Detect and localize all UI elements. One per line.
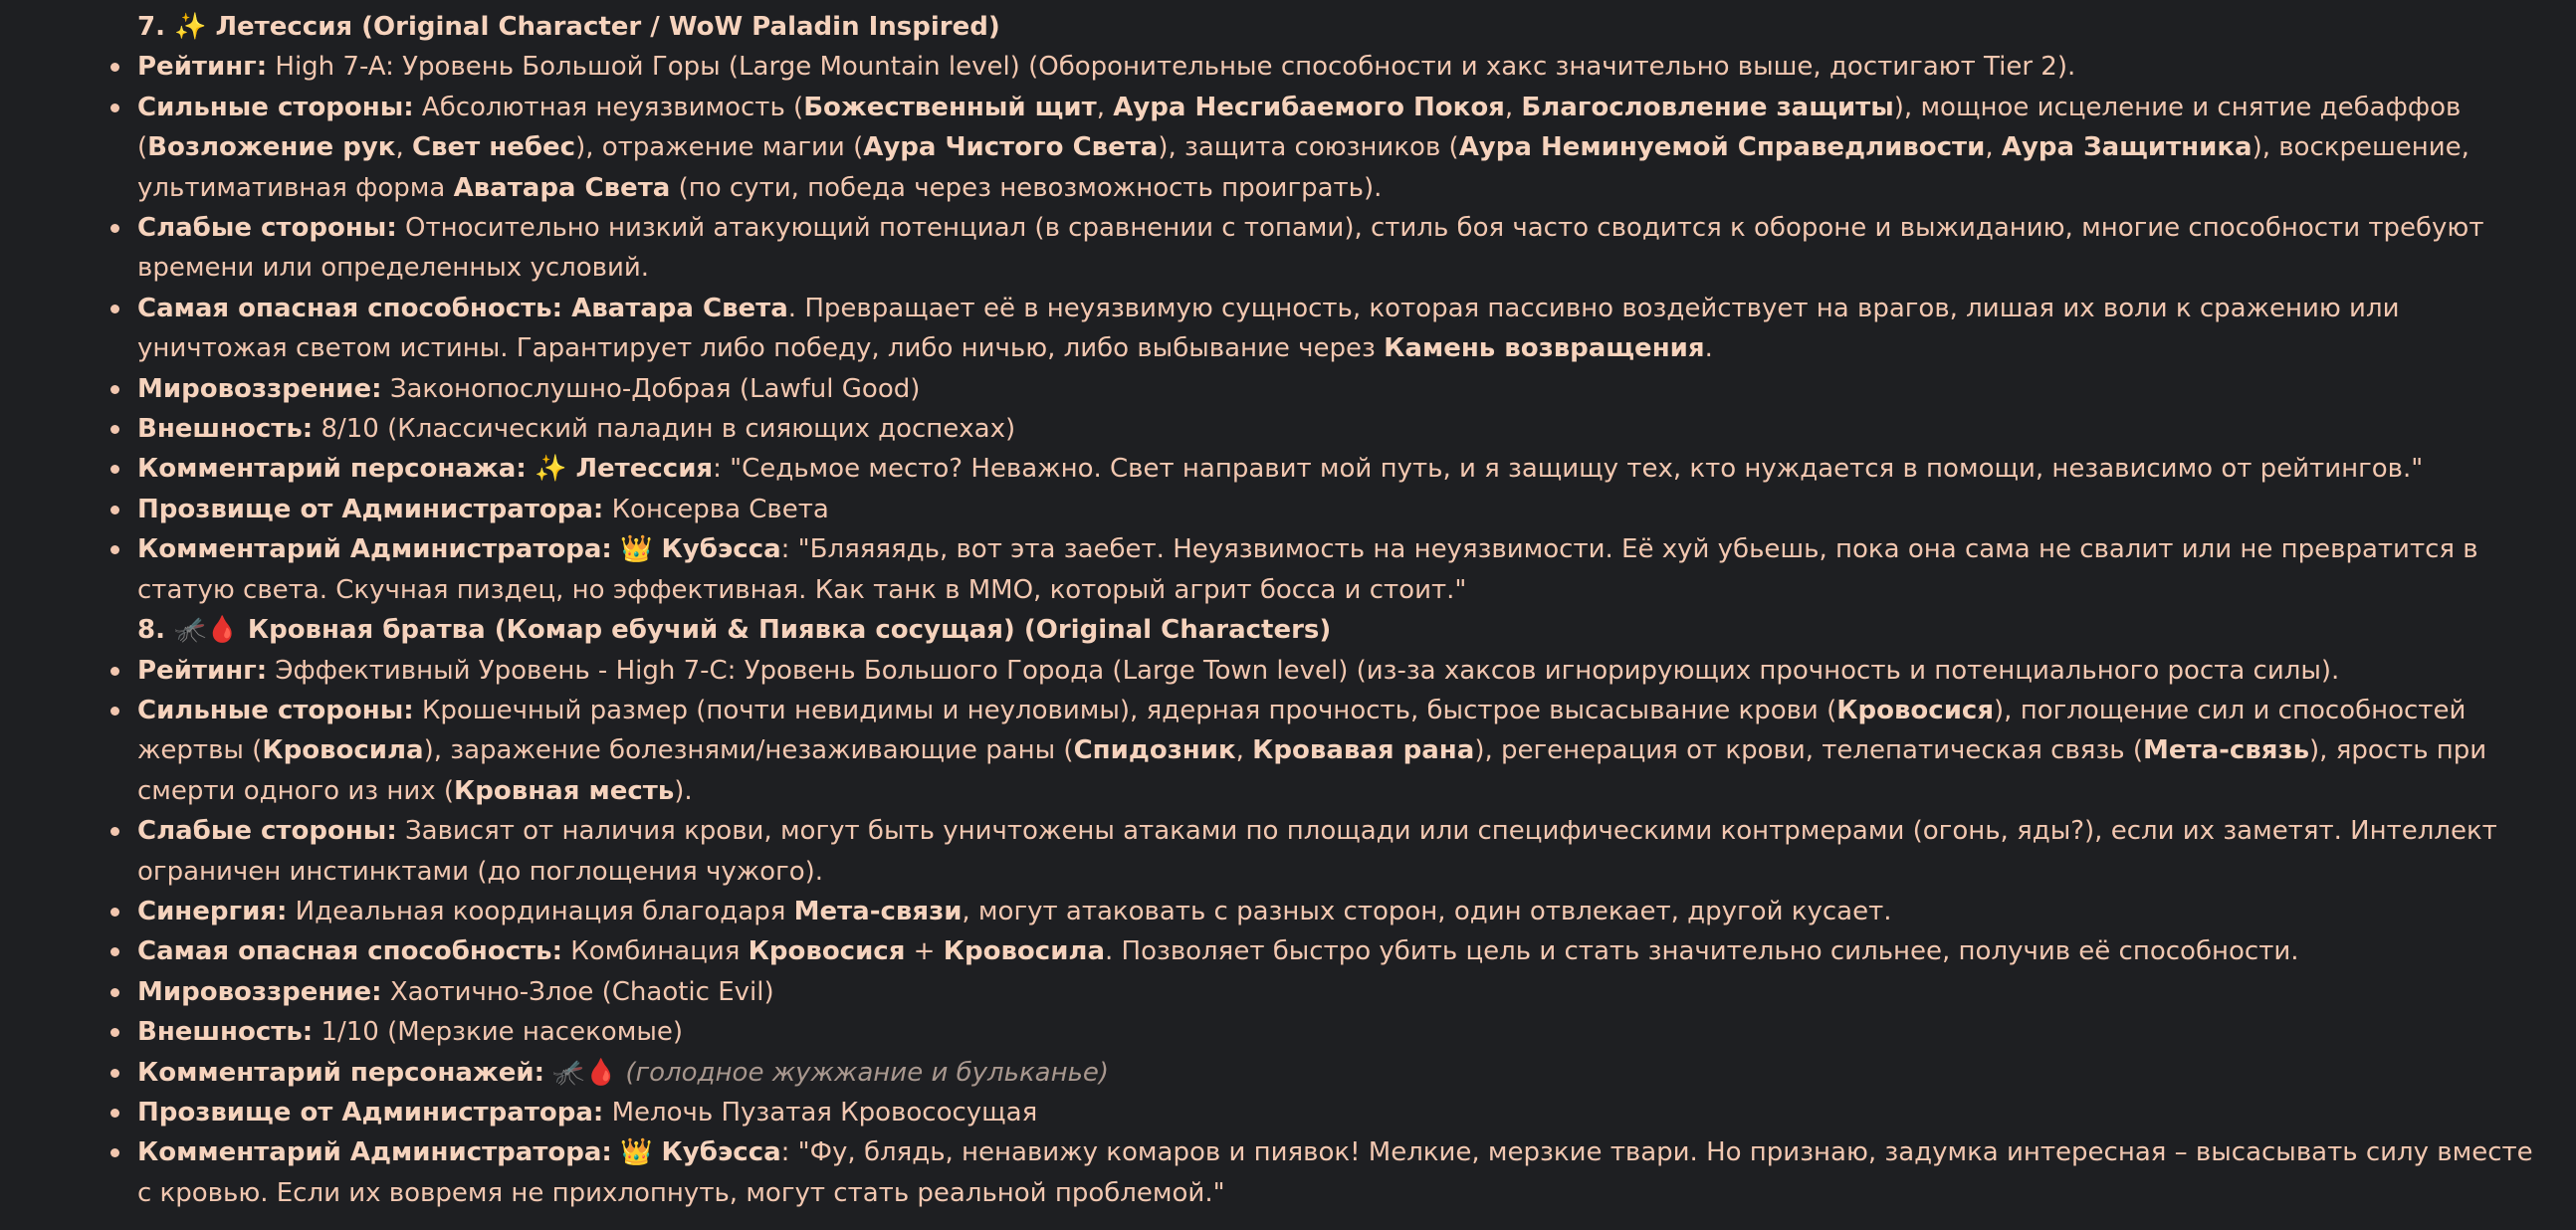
bold-text: Синергия: [137, 896, 288, 926]
text-segment: Абсолютная неуязвимость ( [413, 92, 804, 122]
bold-text: Мировоззрение: [137, 976, 382, 1007]
entry-heading [137, 610, 2538, 650]
bold-text: Комментарий Администратора: [137, 534, 612, 565]
bold-text: Летессия [566, 454, 714, 485]
text-segment: ), отражение магии ( [575, 132, 864, 163]
text-segment [527, 454, 535, 484]
bold-text: Прозвище от Администратора: [137, 494, 604, 524]
bold-text: Кровавая рана [1252, 735, 1475, 766]
text-segment: Консерва Света [603, 494, 829, 524]
bold-text: Рейтинг: [137, 52, 268, 83]
mosquito-blood-icon: 🦟🩸 [552, 1057, 618, 1088]
bold-text: Мета-связи [793, 896, 963, 926]
list-item [137, 931, 2538, 971]
text-segment [612, 534, 620, 564]
bold-text: Кровная месть [454, 775, 675, 806]
bold-text: Летессия (Original Character / WoW Paladin Inspired) [206, 12, 1000, 42]
list-item [137, 1093, 2538, 1132]
bold-text: Благословление защиты [1521, 92, 1894, 122]
text-segment: Зависят от наличия крови, могут быть уничтожены атаками по площади или специфическими контрмерами (огонь, яды?), если их заметят. Интеллект ограничен инстинктами (до поглощения чужого). [137, 816, 2497, 887]
bold-text: Сильные стороны: [137, 92, 414, 122]
sparkles-icon: ✨ [535, 454, 567, 485]
bold-text: Кровосила [262, 735, 424, 766]
bold-text: Внешность: [137, 414, 314, 445]
bold-text: Комментарий Администратора: [137, 1137, 612, 1168]
sparkles-icon: ✨ [174, 12, 207, 42]
bold-text: Аура Защитника [2001, 132, 2253, 163]
text-segment: + [905, 936, 944, 967]
text-segment: ), заражение болезнями/незаживающие раны ( [423, 735, 1074, 766]
italic-text: (голодное жужжание и бульканье) [625, 1057, 1110, 1088]
list-item [137, 1132, 2538, 1213]
text-segment: Комбинация [562, 936, 749, 967]
text-segment: , [395, 132, 412, 163]
text-segment: ), воскрешение, ультимативная форма [137, 132, 2469, 203]
entry-details-list [137, 47, 2538, 610]
list-item [137, 972, 2538, 1012]
bold-text: Аура Неминуемой Справедливости [1458, 132, 1986, 163]
text-segment: , [1985, 132, 2002, 163]
entry-heading [137, 7, 2538, 47]
bold-text: Слабые стороны: [137, 816, 397, 847]
list-item [137, 811, 2538, 892]
bold-text: Возложение рук [147, 132, 396, 163]
bold-text: Камень возвращения [1384, 333, 1705, 364]
list-item [137, 409, 2538, 449]
bold-text: Кровная братва (Комар ебучий & Пиявка сосущая) (Original Characters) [238, 615, 1332, 646]
bold-text: Комментарий персонажей: [137, 1057, 545, 1088]
bold-text: Кубэсса [652, 1137, 781, 1168]
crown-icon: 👑 [620, 1137, 653, 1168]
text-segment: : "Седьмое место? Неважно. Свет направит мой путь, и я защищу тех, кто нуждается в помощи, независимо от рейтингов." [713, 454, 2424, 485]
list-item [137, 691, 2538, 811]
bold-text: Мировоззрение: [137, 373, 382, 404]
text-segment: , [1235, 735, 1253, 766]
text-segment: Идеальная координация благодаря [287, 896, 794, 926]
bold-text: Спидозник [1073, 735, 1236, 766]
bold-text: Самая опасная способность: Аватара Света [137, 293, 788, 323]
text-segment: Мелочь Пузатая Кровососущая [603, 1097, 1038, 1128]
bold-text: Мета-связь [2143, 735, 2310, 766]
text-segment: . Позволяет быстро убить цель и стать значительно сильнее, получив её способности. [1105, 936, 2299, 967]
bold-text: Самая опасная способность: [137, 936, 563, 967]
crown-icon: 👑 [620, 534, 653, 565]
text-segment: : "Фу, блядь, ненавижу комаров и пиявок! Мелкие, мерзкие твари. Но признаю, задумка интересная – высасывать силу вместе с кровью. Если их вовремя не прихлопнуть, могут стать реальной проблемой." [137, 1137, 2533, 1208]
text-segment: ), мощное исцеление и снятие дебаффов ( [137, 92, 2462, 163]
list-item [137, 449, 2538, 489]
text-segment: Законопослушно-Добрая (Lawful Good) [381, 373, 921, 404]
list-item [137, 529, 2538, 610]
bold-text: Кровосися [748, 936, 906, 967]
text-segment [612, 1137, 620, 1167]
text-segment: ), регенерация от крови, телепатическая связь ( [1474, 735, 2143, 766]
text-segment: Относительно низкий атакующий потенциал (в сравнении с топами), стиль боя часто сводится к обороне и выжиданию, многие способности требуют времени или определенных условий. [137, 213, 2484, 284]
mosquito-blood-icon: 🦟🩸 [174, 615, 239, 646]
bold-text: Комментарий персонажа: [137, 454, 527, 485]
text-segment: (по сути, победа через невозможность проиграть). [670, 172, 1383, 203]
chat-message-content [0, 7, 2576, 1213]
list-item [137, 1012, 2538, 1052]
text-segment: Крошечный размер (почти невидимы и неуловимы), ядерная прочность, быстрое высасывание крови ( [413, 695, 1837, 725]
bold-text: Кровосися [1836, 695, 1995, 725]
bold-text: Кубэсса [652, 534, 781, 565]
bold-text: Аватара Света [453, 172, 671, 203]
list-item [137, 369, 2538, 409]
bold-text: Божественный щит [803, 92, 1097, 122]
bold-text: Аура Несгибаемого Покоя [1113, 92, 1505, 122]
bold-text: Внешность: [137, 1017, 314, 1048]
list-item [137, 289, 2538, 369]
bold-text: 8. [137, 615, 175, 646]
bold-text: Сильные стороны: [137, 695, 414, 725]
list-item [137, 208, 2538, 289]
text-segment: Эффективный Уровень - High 7-C: Уровень Большого Города (Large Town level) (из-за хаксов игнорирующих прочность и потенциального роста силы). [267, 655, 2340, 686]
text-segment: High 7-A: Уровень Большой Горы (Large Mountain level) (Оборонительные способности и хакс значительно выше, достигают Tier 2). [267, 52, 2076, 83]
list-item [137, 892, 2538, 931]
text-segment: ), ярость при смерти одного из них ( [137, 735, 2487, 806]
text-segment: . Превращает её в неуязвимую сущность, которая пассивно воздействует на врагов, лишая их воли к сражению или уничтожая светом истины. Гарантирует либо победу, либо ничью, либо выбывание через [137, 293, 2400, 364]
text-segment: . [1704, 333, 1713, 364]
bold-text: Рейтинг: [137, 655, 268, 686]
entry-details-list [137, 651, 2538, 1214]
list-item [137, 651, 2538, 691]
text-segment: : "Бляяяядь, вот эта заебет. Неуязвимость на неуязвимости. Её хуй убьешь, пока она сама не свалит или не превратится в статую света. Скучная пиздец, но эффективная. Как танк в ММО, который агрит босса и стоит." [137, 534, 2478, 605]
list-item [137, 490, 2538, 529]
text-segment: Хаотично-Злое (Chaotic Evil) [381, 976, 774, 1007]
text-segment: ), защита союзников ( [1158, 132, 1459, 163]
text-segment: ), поглощение сил и способностей жертвы ( [137, 695, 2467, 766]
list-item [137, 88, 2538, 208]
text-segment: , [1096, 92, 1114, 122]
text-segment: , могут атаковать с разных сторон, один отвлекает, другой кусает. [962, 896, 1892, 926]
list-item [137, 1053, 2538, 1093]
text-segment: 8/10 (Классический паладин в сияющих доспехах) [313, 414, 1016, 445]
list-item [137, 47, 2538, 87]
bold-text: Прозвище от Администратора: [137, 1097, 604, 1128]
text-segment: , [1504, 92, 1522, 122]
text-segment: ). [674, 775, 693, 806]
bold-text: 7. [137, 12, 175, 42]
bold-text: Слабые стороны: [137, 213, 397, 244]
text-segment: 1/10 (Мерзкие насекомые) [313, 1017, 683, 1048]
bold-text: Аура Чистого Света [863, 132, 1159, 163]
bold-text: Свет небес [411, 132, 576, 163]
bold-text: Кровосила [943, 936, 1106, 967]
